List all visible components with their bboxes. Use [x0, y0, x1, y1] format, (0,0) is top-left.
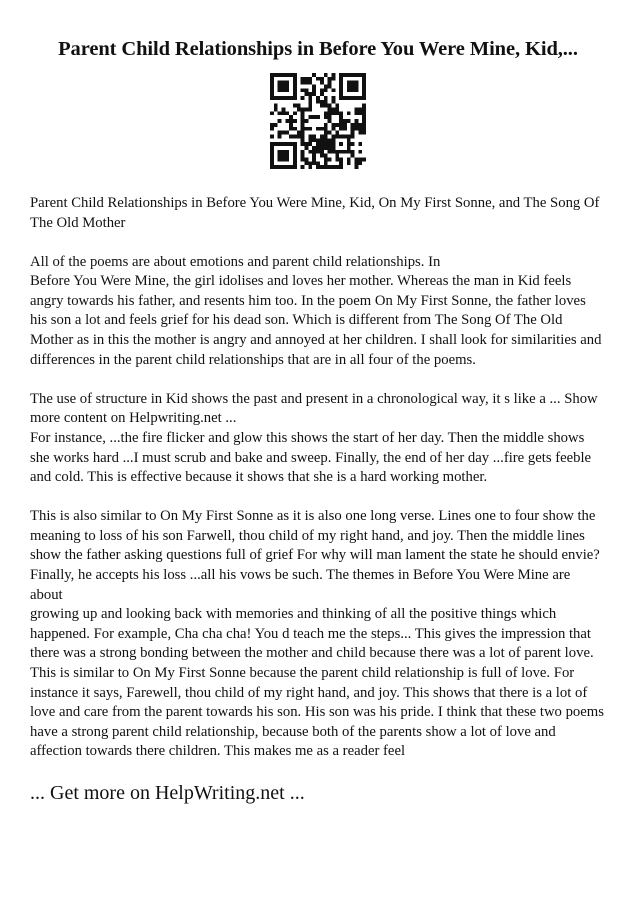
- text-line: show the father asking questions full of grief For why will man lament the state he should envie?: [30, 547, 600, 564]
- text-line: more content on Helpwriting.net ...: [30, 410, 237, 427]
- text-line: growing up and looking back with memories and thinking of all the positive things which: [30, 606, 557, 623]
- paragraph-intro-title: [30, 194, 606, 233]
- text-line: This is also similar to On My First Sonne as it is also one long verse. Lines one to four show the: [30, 508, 596, 525]
- text-line: his son a lot and feels grief for his dead son. Which is different from The Song Of The Old: [30, 312, 563, 329]
- paragraph-comparison: [30, 507, 606, 762]
- document-body: [30, 194, 606, 762]
- text-line: have a strong parent child relationship, because both of the parents show a lot of love and: [30, 723, 556, 740]
- text-line: Parent Child Relationships in Before You Were Mine, Kid, On My First Sonne, and The Song Of: [30, 195, 600, 211]
- text-line: Finally, he accepts his loss ...all his vows be such. The themes in Before You Were Mine are about: [30, 567, 571, 603]
- text-line: All of the poems are about emotions and parent child relationships. In: [30, 253, 441, 270]
- paragraph-structure: [30, 390, 606, 488]
- text-line: differences in the parent child relationships that are in all four of the poems.: [30, 351, 476, 368]
- text-line: instance it says, Farewell, thou child of my right hand, and joy. This shows that there is a lot of: [30, 684, 588, 701]
- text-line: love and care from the parent towards his son. His son was his pride. I think that these two poems: [30, 704, 604, 721]
- text-line: Before You Were Mine, the girl idolises and loves her mother. Whereas the man in Kid feels: [30, 273, 572, 290]
- text-line: Mother as in this the mother is angry and annoyed at her children. I shall look for similarities and: [30, 332, 602, 349]
- text-line: For instance, ...the fire flicker and glow this shows the start of her day. Then the middle shows: [30, 429, 585, 446]
- get-more-link[interactable]: ... Get more on HelpWriting.net ...: [30, 782, 305, 805]
- text-line: angry towards his father, and resents him too. In the poem On My First Sonne, the father loves: [30, 292, 586, 309]
- qr-code-container: [30, 73, 606, 169]
- text-line: affection towards there children. This makes me as a reader feel: [30, 743, 406, 760]
- text-line: This is similar to On My First Sonne because the parent child relationship is full of love. For: [30, 664, 575, 681]
- text-line: happened. For example, Cha cha cha! You d teach me the steps... This gives the impression that: [30, 625, 591, 642]
- paragraph-overview: [30, 253, 606, 371]
- text-line: and cold. This is effective because it shows that she is a hard working mother.: [30, 469, 488, 486]
- text-line: The use of structure in Kid shows the past and present in a chronological way, it s like a ... Show: [30, 390, 598, 407]
- text-line: there was a strong bonding between the mother and child because there was a lot of parent love.: [30, 645, 594, 662]
- qr-code-icon: [270, 73, 366, 169]
- text-line: she works hard ...I must scrub and bake and sweep. Finally, the end of her day ...fire gets feeble: [30, 449, 592, 466]
- text-line: The Old Mother: [30, 214, 126, 231]
- text-line: meaning to loss of his son Farwell, thou child of my right hand, and joy. Then the middle lines: [30, 527, 585, 544]
- document-title: Parent Child Relationships in Before You Were Mine, Kid,...: [58, 38, 578, 60]
